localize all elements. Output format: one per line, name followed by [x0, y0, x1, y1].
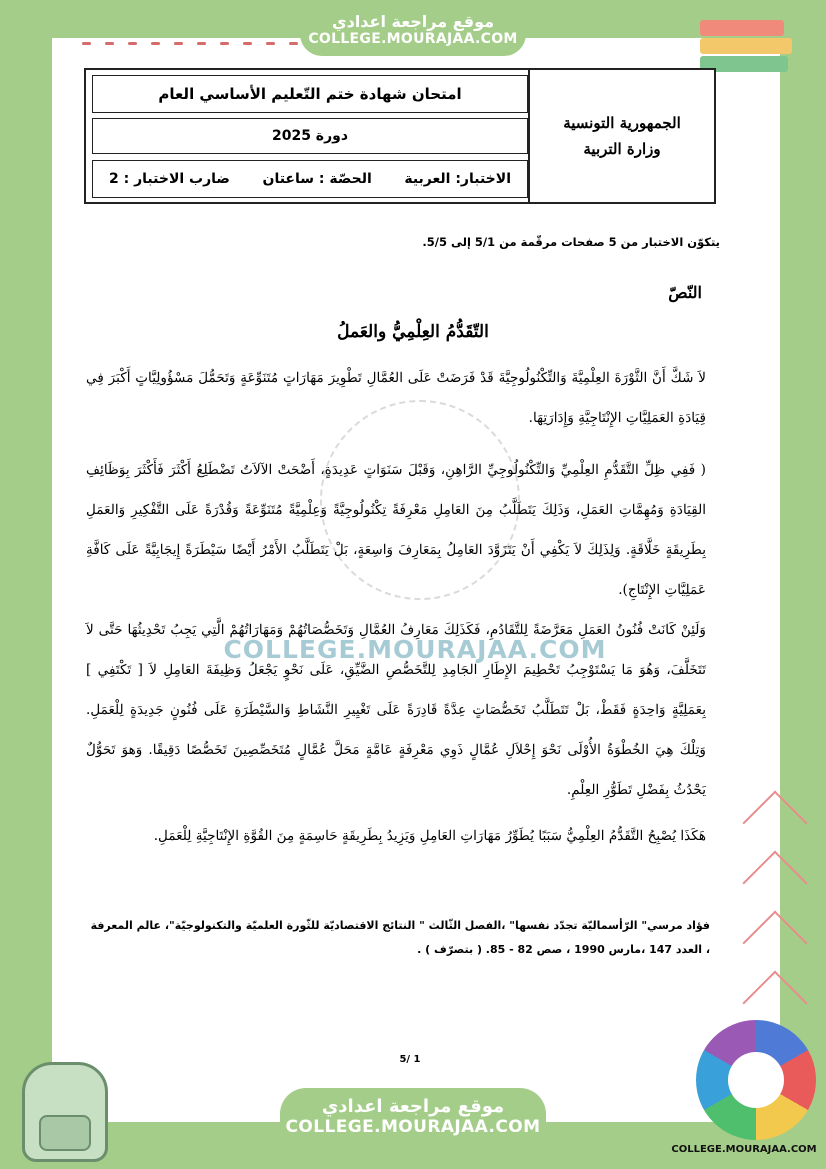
paragraph-4: هَكَذَا يُصْبِحُ التَّقَدُّمُ العِلْمِيُّ سَبَبًا يُطَوِّرُ مَهَارَاتِ العَامِلِ وَيَزِيدُ بِطَرِيقَةٍ حَاسِمَةٍ مِنَ القُوَّةِ الإِنْتَاجِيَّةِ لِلْعَمَلِ. — [153, 828, 706, 844]
paragraph-3: وَلَئِنْ كَانَتْ فُنُونُ العَمَلِ مَعَرَّضَةً لِلتَّقَادُمِ، فَكَذَلِكَ مَعَارِفُ العُمَّالِ وَتَخَصُّصَاتُهُمْ وَمَهَارَاتُهُمْ الَّتِي يَجِبُ تَحْدِيثُهَا حَتَّى لاَ تَتَخَلَّفَ، وَهُوَ مَا يَسْتَوْجِبُ تَحْطِيمَ الإِطَارِ الجَامِدِ لِلتَّخَصُّصِ الضَّيِّقِ، عَلَى نَحْوٍ يَجْعَلُ وَظِيفَةَ العَامِلِ لاَ [ تَكْتَفِي ] بِعَمَلِيَّةٍ وَاحِدَةٍ فَقَطْ، بَلْ تَتَطَلَّبُ تَخَصُّصَاتٍ عِدَّةً قَادِرَةً عَلَى تَغْيِيرِ النَّشَاطِ وَالسَّيْطَرَةِ عَلَى فُنُونٍ جَدِيدَةٍ لِلْعَمَلِ. وَتِلْكَ هِيَ الخُطْوَةُ الأُوْلَى نَحْوَ إِحْلاَلِ عُمَّالٍ ذَوِي مَعْرِفَةٍ عَامَّةٍ مَحَلَّ عُمَّالٍ مُتَخَصِّصِينَ تَخَصُّصًا دَقِيقًا. وَهوَ تَحَوُّلٌ يَحْدُثُ بِفَضْلِ تَطَوُّرِ العِلْمِ. — [86, 622, 706, 798]
exam-header — [84, 68, 716, 204]
bottom-banner-arabic: موقع مراجعة اعدادي — [321, 1096, 505, 1117]
bottom-banner-url[interactable]: COLLEGE.MOURAJAA.COM — [285, 1117, 541, 1137]
watermark-text: COLLEGE.MOURAJAA.COM — [223, 635, 607, 664]
logo-caption[interactable]: COLLEGE.MOURAJAA.COM — [671, 1144, 817, 1155]
section-label: النّصّ — [668, 283, 702, 302]
backpack-illustration-icon — [22, 1062, 108, 1162]
duration-label: الحصّة : ساعتان — [262, 171, 372, 187]
top-banner-url[interactable]: COLLEGE.MOURAJAA.COM — [308, 31, 518, 47]
session-label: دورة 2025 — [92, 118, 528, 154]
republic-label: الجمهورية التونسية — [563, 114, 681, 132]
top-banner-arabic: موقع مراجعة اعدادي — [331, 12, 495, 31]
page-number: 5/ 1 — [399, 1054, 421, 1065]
ministry-block — [528, 70, 714, 202]
pages-note: يتكوّن الاختبار من 5 صفحات مرقّمة من 5/1 إلى 5/5. — [422, 235, 720, 249]
site-logo-wheel-icon — [696, 1020, 816, 1140]
exam-title: امتحان شهادة ختم التّعليم الأساسي العام — [92, 75, 528, 113]
top-site-banner[interactable] — [300, 6, 526, 56]
ministry-label: وزارة التربية — [583, 140, 661, 158]
bottom-site-banner[interactable] — [280, 1088, 546, 1150]
paragraph-2: ( فَفِي ظِلِّ التَّقَدُّمِ العِلْمِيِّ وَالتِّكْنُولُوجِيِّ الرَّاهِنِ، وَقَبْلَ سَنَوَاتٍ عَدِيدَةٍ، أَضْحَتْ الآلاَتُ تَضْطَلِعُ أَكْثَرَ فَأَكْثَرَ بِوَظَائِفِ القِيَادَةِ وَمُهِمَّاتِ العَمَلِ، وَذَلِكَ يَتَطَلَّبُ مِنَ العَامِلِ مَعْرِفَةً تِكْنُولُوجِيَّةً وَعِلْمِيَّةً مُتَنَوِّعَةً وَقُدْرَةً عَلَى التَّفْكِيرِ وَالعَمَلِ بِطَرِيقَةٍ خَلَّاقَةٍ. وَلِذَلِكَ لاَ يَكْفِي أَنْ يَتَزَوَّدَ العَامِلُ بِمَعَارِفَ وَاسِعَةٍ، بَلْ يَتَطَلَّبُ الأَمْرُ أَيْضًا سَيْطَرَةً إِيجَابِيَّةً عَلَى كَافَّةِ عَمَلِيَّاتِ الإِنْتَاجِ). — [86, 462, 706, 598]
text-title: التّقَدُّمُ العِلْمِيُّ والعَملُ — [337, 322, 489, 342]
source-citation: فؤاد مرسي" الرّأسماليّة تجدّد نفسها" ،الفصل الثّالث " النتائج الاقتصاديّة للثّورة العلميّة والتكنولوجيّة"، عالم المعرفة ، العدد 147 ،مارس 1990 ، صص 82 - 85. ( بتصرّف ) . — [90, 919, 710, 956]
coefficient-label: ضارب الاختبار : 2 — [109, 171, 230, 187]
exam-info-row — [92, 160, 528, 198]
subject-label: الاختبار: العربية — [404, 171, 511, 187]
paragraph-1: لاَ شَكَّ أَنَّ الثَّوْرَةَ العِلْمِيَّةَ وَالتِّكْنُولُوجِيَّةَ قَدْ فَرَضَتْ عَلَى العُمَّالِ تَطْوِيرَ مَهَارَاتٍ مُتَنَوِّعَةٍ وَتَحَمُّلَ مَسْؤُولِيَّاتٍ أَكْبَرَ فِي قِيَادَةِ العَمَلِيَّاتِ الإِنْتَاجِيَّةِ وَإِدَارَتِهَا. — [86, 370, 706, 426]
